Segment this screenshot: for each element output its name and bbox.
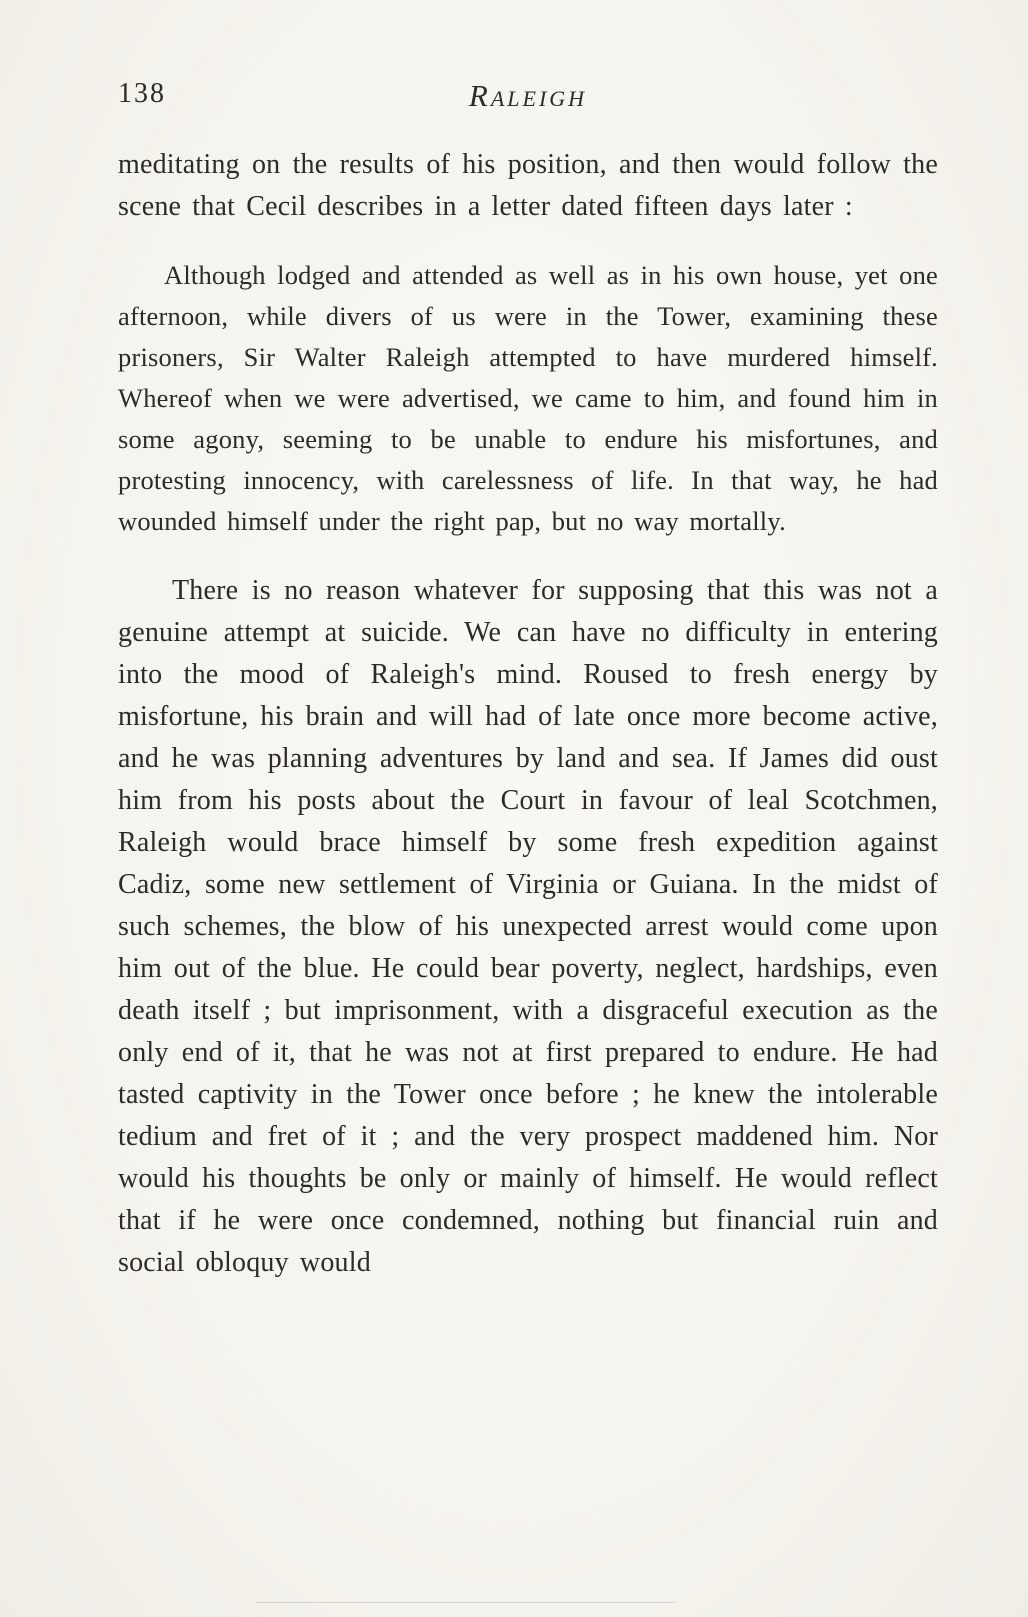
intro-paragraph: meditating on the results of his position, and then would follow the scene that Cecil describes in a letter dated fifteen days later : [118, 149, 938, 222]
page-number: 138 [118, 78, 166, 109]
body-paragraph: There is no reason whatever for supposing that this was not a genuine attempt at suicide. We can have no difficulty in entering into the mood of Raleigh's mind. Roused to fresh energy by misfortune, his brain and will had of late once more become active, and he was planning adventures by land and sea. If James did oust him from his posts about the Court in favour of leal Scotchmen, Raleigh would brace himself by some fresh expedition against Cadiz, some new settlement of Virginia or Guiana. In the midst of such schemes, the blow of his unexpected arrest would come upon him out of the blue. He could bear poverty, neglect, hardships, even death itself ; but imprisonment, with a disgraceful execution as the only end of it, that he was not at first prepared to endure. He had tasted captivity in the Tower once before ; he knew the intolerable tedium and fret of it ; and the very prospect maddened him. Nor would his thoughts be only or mainly of himself. He would reflect that if he were once condemned, nothing but financial ruin and social obloquy would [118, 575, 938, 1278]
page-body [118, 144, 938, 1284]
text-column [118, 0, 938, 1284]
running-head: Raleigh [468, 78, 588, 113]
scan-artifact [255, 1602, 675, 1603]
page-header [118, 78, 938, 113]
quoted-letter-paragraph: Although lodged and attended as well as in his own house, yet one afternoon, while divers of us were in the Tower, examining these prisoners, Sir Walter Raleigh attempted to have murdered himself. Whereof when we were advertised, we came to him, and found him in some agony, seeming to be unable to endure his misfortunes, and protesting innocency, with carelessness of life. In that way, he had wounded himself under the right pap, but no way mortally. [118, 260, 938, 536]
